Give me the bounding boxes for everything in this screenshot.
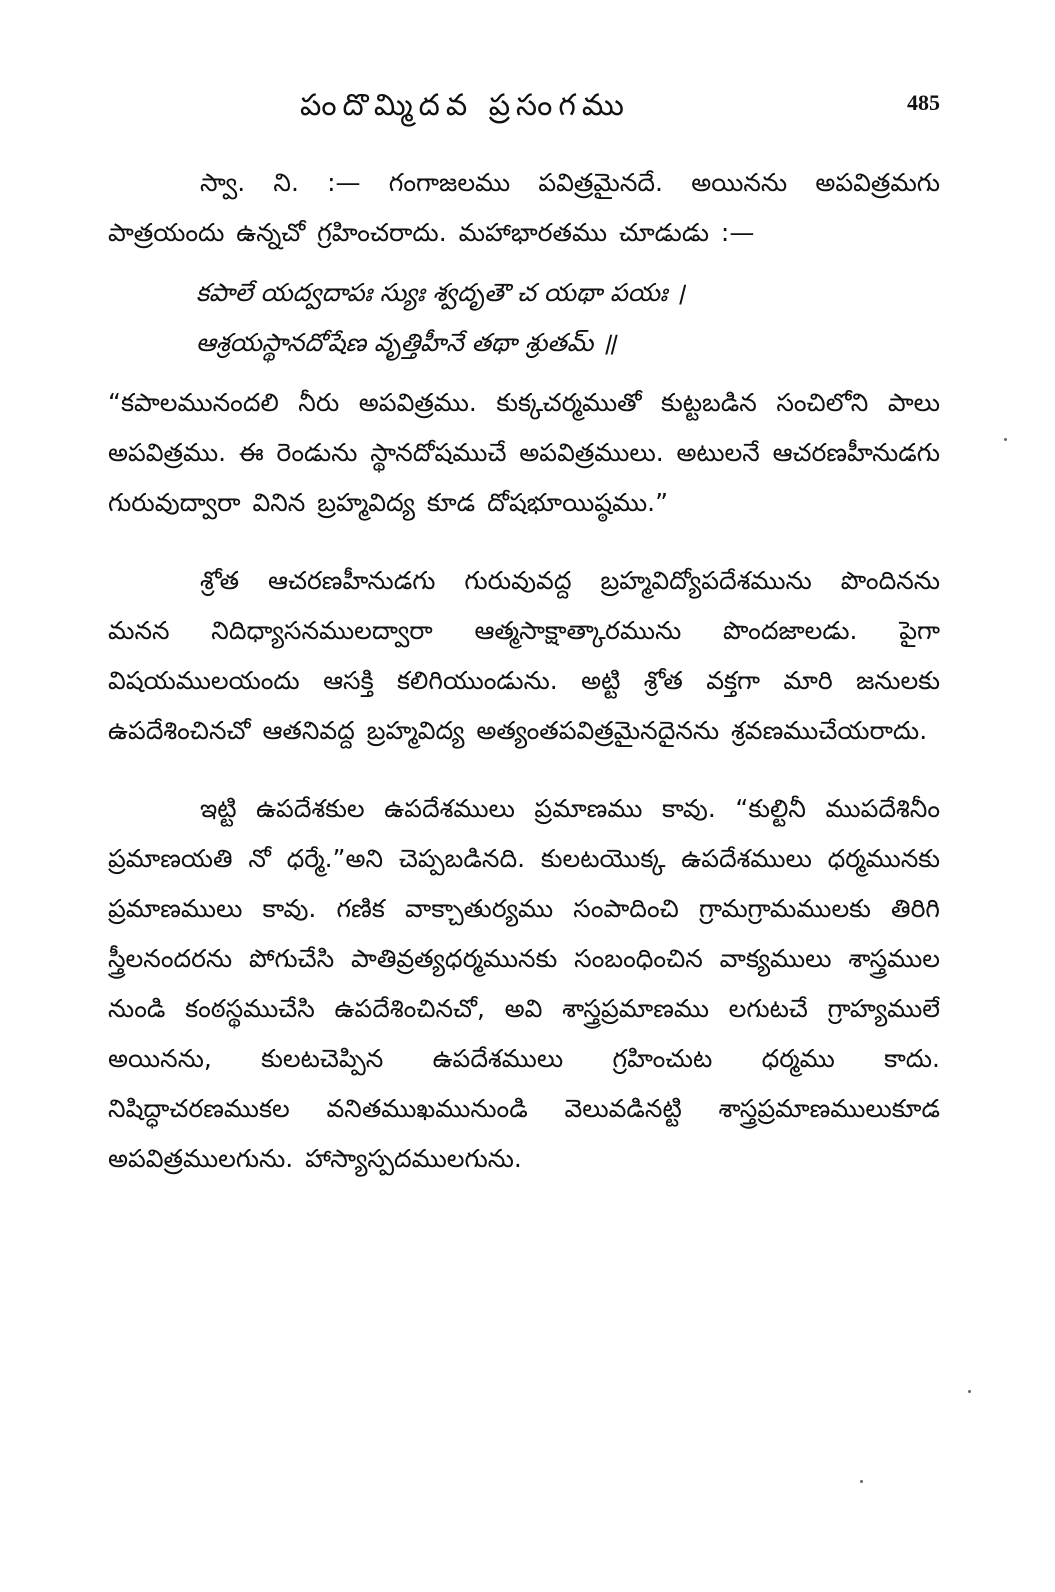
scan-speck [1004, 438, 1007, 441]
paragraph-1: స్వా. ని. :— గంగాజలము పవిత్రమైనదే. అయినను అపవిత్రమగు పాత్రయందు ఉన్నచో గ్రహించరాదు. మహాభారతము చూడుడు :— [108, 168, 940, 247]
paragraph-2: “కపాలమునందలి నీరు అపవిత్రము. కుక్కచర్మముతో కుట్టబడిన సంచిలోని పాలు అపవిత్రము. ఈ రెండును స్థానదోషముచే అపవిత్రములు. అటులనే ఆచరణహీనుడగు గురువుద్వారా వినిన బ్రహ్మవిద్య కూడ దోషభూయిష్ఠము.” [108, 388, 940, 517]
page-header [300, 88, 940, 138]
page-body [108, 158, 940, 1184]
running-head: పందొమ్మిదవ ప్రసంగము [300, 88, 630, 123]
paragraph-3: శ్రోత ఆచరణహీనుడగు గురువువద్ద బ్రహ్మవిద్యోపదేశమును పొందినను మనన నిదిధ్యాసనములద్వారా ఆత్మసాక్షాత్కారమును పొందజాలడు. పైగా విషయములయందు ఆసక్తి కలిగియుండును. అట్టి శ్రోత వక్తగా మారి జనులకు ఉపదేశించినచో ఆతనివద్ద బ్రహ్మవిద్య అత్యంతపవిత్రమైనదైనను శ్రవణముచేయరాదు. [108, 566, 940, 745]
verse-line-1: కపాలే యద్వదాపః స్యుః శ్వదృతౌ చ యథా పయః । [196, 278, 685, 307]
verse-line-2: ఆశ్రయస్థానదోషేణ వృత్తిహీనే తథా శ్రుతమ్ ॥ [196, 328, 617, 357]
sanskrit-verse [196, 268, 940, 368]
scan-speck [860, 1480, 863, 1483]
page-number: 485 [907, 90, 940, 115]
paragraph-4: ఇట్టి ఉపదేశకుల ఉపదేశములు ప్రమాణము కావు. “కుల్టినీ ముపదేశినీం ప్రమాణయతి నో ధర్మే.”అని చెప్పబడినది. కులటయొక్క ఉపదేశములు ధర్మమునకు ప్రమాణములు కావు. గణిక వాక్చాతుర్యము సంపాదించి గ్రామగ్రామములకు తిరిగి స్త్రీలనందరను పోగుచేసి పాతివ్రత్యధర్మమునకు సంబంధించిన వాక్యములు శాస్త్రముల నుండి కంఠస్థముచేసి ఉపదేశించినచో, అవి శాస్త్రప్రమాణము లగుటచే గ్రాహ్యములే అయినను, కులటచెప్పిన ఉపదేశములు గ్రహించుట ధర్మము కాదు. నిషిద్ధాచరణముకల వనితముఖమునుండి వెలువడినట్టి శాస్త్రప్రమాణములుకూడ అపవిత్రములగును. హాస్యాస్పదములగును. [108, 794, 940, 1173]
scan-speck [968, 1390, 971, 1393]
